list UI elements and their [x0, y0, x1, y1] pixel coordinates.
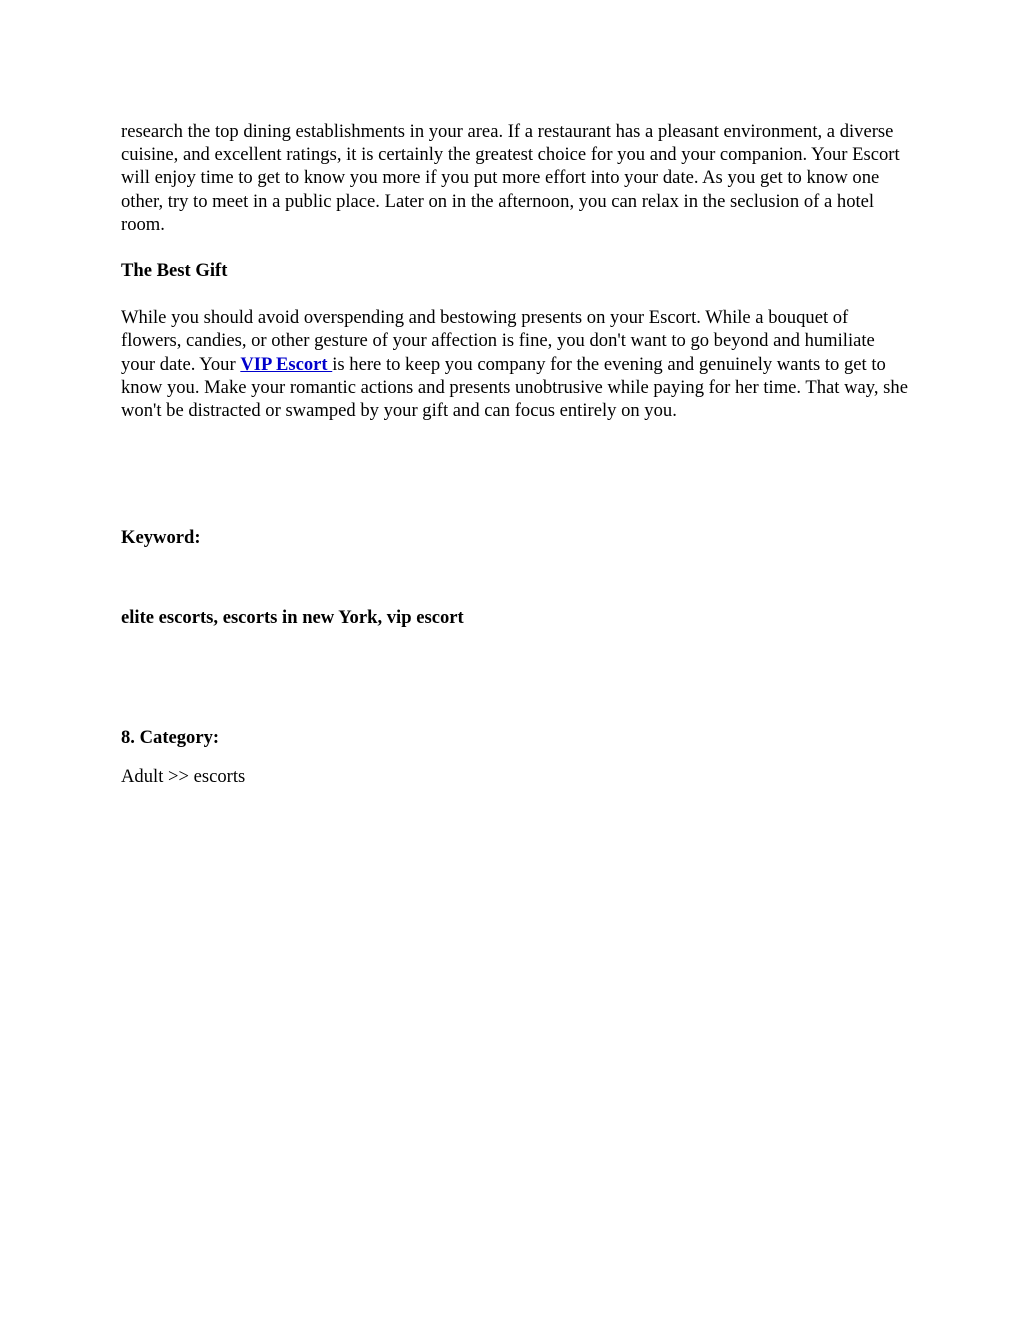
- category-heading: 8. Category:: [121, 726, 220, 748]
- category-value: Adult >> escorts: [121, 765, 246, 787]
- keyword-heading: Keyword:: [121, 527, 201, 549]
- keyword-list: elite escorts, escorts in new York, vip escort: [121, 607, 464, 629]
- best-gift-heading: The Best Gift: [121, 260, 228, 282]
- best-gift-text-before-link: While you should avoid overspending and bestowing presents on your Escort. While a bouquet of flowers, candies, or other gesture of your affection is fine, you don't want to go beyond and humiliate your date. Your: [121, 307, 875, 375]
- best-gift-paragraph: [121, 306, 911, 422]
- intro-paragraph: research the top dining establishments in your area. If a restaurant has a pleasant environment, a diverse cuisine, and excellent ratings, it is certainly the greatest choice for you and your companion. Your Escort will enjoy time to get to know you more if you put more effort into your date. As you get to know one other, try to meet in a public place. Later on in the afternoon, you can relax in the seclusion of a hotel room.: [121, 121, 900, 235]
- document-page: [121, 120, 911, 788]
- vip-escort-link[interactable]: VIP Escort: [240, 353, 333, 375]
- best-gift-text-after-link: is here to keep you company for the evening and genuinely wants to get to know you. Make your romantic actions and presents unobtrusive while paying for her time. That way, she won't be distracted or swamped by your gift and can focus entirely on you.: [121, 353, 908, 422]
